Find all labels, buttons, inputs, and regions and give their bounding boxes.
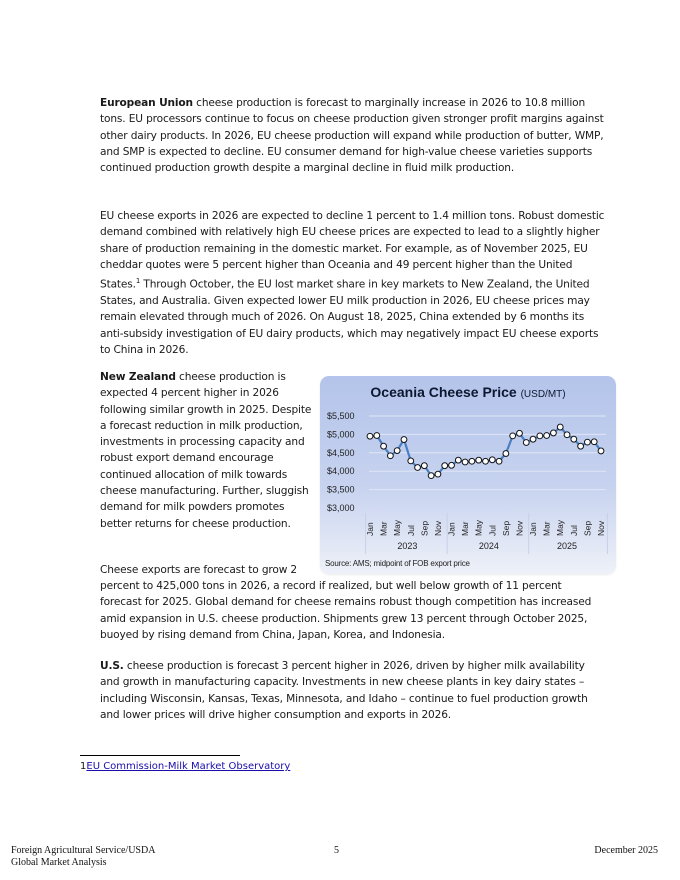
nz-exports-paragraph: percent to 425,000 tons in 2026, a record if realized, but well below growth of 11 percent forecast for 2025. Global demand for cheese remains robust though competition has increased amid expansion in U.S. cheese production. Shipments grew 13 percent through October 2025, buoyed by rising demand from China, Japan, Korea, and Indonesia. <box>100 580 592 641</box>
svg-text:Jul: Jul <box>568 525 579 536</box>
us-heading: U.S. <box>100 660 124 672</box>
footnote: 1EU Commission-Milk Market Observatory <box>80 761 291 772</box>
svg-text:May: May <box>473 519 484 536</box>
svg-text:Jan: Jan <box>446 522 457 536</box>
svg-text:Jan: Jan <box>365 522 375 536</box>
svg-text:Sep: Sep <box>582 520 593 536</box>
svg-text:$4,000: $4,000 <box>327 466 355 477</box>
oceania-cheese-price-chart <box>320 376 616 574</box>
nz-heading: New Zealand <box>100 371 176 383</box>
svg-text:$3,000: $3,000 <box>327 503 355 513</box>
svg-text:May: May <box>555 519 566 536</box>
footnote-divider <box>80 755 240 756</box>
eu-production-paragraph: European Union cheese production is forecast to marginally increase in 2026 to 10.8 million tons. EU processors continue to focus on cheese production given stronger profit margins against other dairy products. In 2026, EU cheese production will expand while production of butter, WMP, and SMP is expected to decline. EU consumer demand for high-value cheese varieties supports continued production growth despite a marginal decline in fluid milk production. <box>100 97 604 175</box>
us-production-paragraph: U.S. cheese production is forecast 3 percent higher in 2026, driven by higher milk availability and growth in manufacturing capacity. Investments in new cheese plants in key dairy states – including Wisconsin, Kansas, Texas, Minnesota, and Idaho – continue to fuel production growth and lower prices will drive higher consumption and exports in 2026. <box>100 660 588 721</box>
eu-heading: European Union <box>100 97 193 109</box>
footnote-reference[interactable]: 1 <box>135 277 141 286</box>
svg-text:2024: 2024 <box>478 541 499 551</box>
nz-exports-paragraph-line1: Cheese exports are forecast to grow 2 <box>100 564 298 576</box>
svg-text:$5,000: $5,000 <box>327 429 355 440</box>
page-number: 5 <box>334 845 339 856</box>
svg-text:2025: 2025 <box>557 541 578 551</box>
svg-text:Mar: Mar <box>541 521 552 536</box>
svg-text:Sep: Sep <box>500 520 511 536</box>
svg-text:Jul: Jul <box>487 525 498 536</box>
svg-text:$5,500: $5,500 <box>327 411 355 421</box>
svg-text:Nov: Nov <box>596 520 606 536</box>
svg-text:2023: 2023 <box>397 541 418 551</box>
svg-text:Sep: Sep <box>419 520 430 536</box>
footnote-link[interactable]: EU Commission-Milk Market Observatory <box>86 761 291 772</box>
svg-text:Mar: Mar <box>460 521 471 536</box>
svg-text:Nov: Nov <box>432 520 443 536</box>
svg-text:$3,500: $3,500 <box>327 484 355 495</box>
svg-text:$4,500: $4,500 <box>327 447 355 458</box>
line-chart-plot <box>320 376 616 574</box>
svg-text:Mar: Mar <box>378 521 389 536</box>
nz-production-paragraph: New Zealand cheese production is expected 4 percent higher in 2026 following similar growth in 2025. Despite a forecast reduction in milk production, investments in processing capacity and robust export demand encourage continued allocation of milk towards cheese manufacturing. Further, sluggish demand for milk powders promotes better returns for cheese production. <box>100 371 312 530</box>
footer-agency: Foreign Agricultural Service/USDA Global Market Analysis <box>11 845 156 868</box>
eu-exports-paragraph: EU cheese exports in 2026 are expected to decline 1 percent to 1.4 million tons. Robust domestic demand combined with relatively high EU cheese prices are expected to lead to a slightly higher share of production remaining in the domestic market. For example, as of November 2025, EU cheddar quotes were 5 percent higher than Oceania and 49 percent higher than the United States.$^1$ Through October, the EU lost market share in key markets to New Zealand, the United States, and Australia. Given expected lower EU milk production in 2026, EU cheese prices may remain elevated through much of 2026. On August 18, 2025, China extended by 6 months its anti-subsidy investigation of EU dairy products, which may negatively impact EU cheese exports to China in 2026. <box>100 210 605 356</box>
svg-text:Nov: Nov <box>514 520 525 536</box>
footer-date: December 2025 <box>594 845 658 856</box>
svg-text:Jan: Jan <box>528 522 539 536</box>
svg-text:Jul: Jul <box>405 525 416 536</box>
chart-title: Oceania Cheese Price (USD/MT) <box>370 384 566 400</box>
svg-text:May: May <box>392 519 403 536</box>
chart-source: Source: AMS; midpoint of FOB export price <box>325 559 470 568</box>
